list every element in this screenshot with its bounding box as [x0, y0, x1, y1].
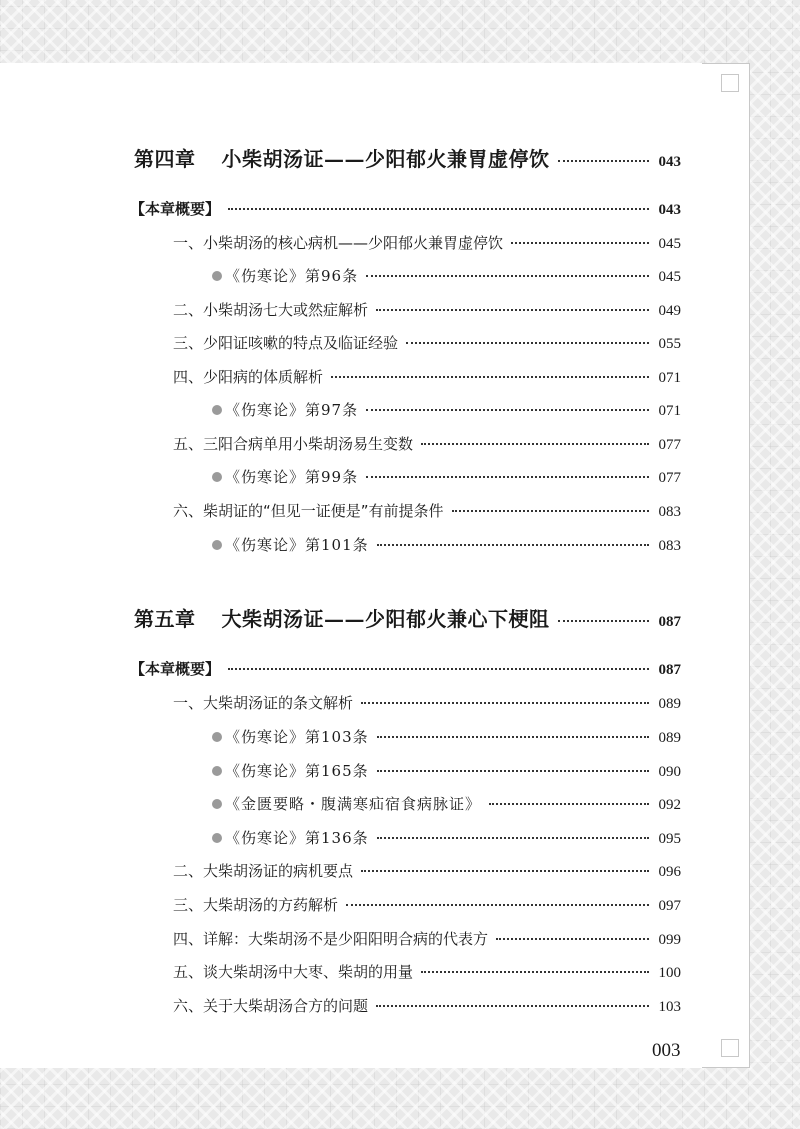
leader-dots: [361, 870, 648, 872]
page-number: 055: [658, 336, 681, 352]
entry-label: 四、少阳病的体质解析: [173, 368, 324, 386]
entry-label: 三、少阳证咳嗽的特点及临证经验: [173, 334, 399, 352]
toc-section-entry[interactable]: [173, 500, 681, 521]
toc-clause-entry[interactable]: [212, 726, 681, 747]
toc-section-entry[interactable]: [173, 692, 681, 713]
page-number: 087: [658, 662, 681, 678]
bullet-icon: [212, 540, 222, 550]
leader-dots: [377, 837, 649, 839]
toc-clause-entry[interactable]: [212, 265, 681, 286]
bullet-icon: [212, 472, 222, 482]
toc-section-entry[interactable]: [173, 433, 681, 454]
entry-label: 《伤寒论》第97条: [225, 401, 359, 419]
page-number: 083: [658, 538, 681, 554]
entry-label: 《伤寒论》第101条: [225, 536, 369, 554]
page-number: 045: [658, 236, 681, 252]
leader-dots: [421, 443, 648, 445]
page-number: 043: [658, 154, 681, 170]
entry-label: 六、柴胡证的“但见一证便是”有前提条件: [173, 502, 444, 520]
bullet-icon: [212, 833, 222, 843]
leader-dots: [376, 1005, 648, 1007]
page-number: 099: [658, 932, 681, 948]
page-number: 043: [658, 202, 681, 218]
bullet-icon: [212, 766, 222, 776]
leader-dots: [228, 208, 648, 210]
entry-label: 一、大柴胡汤证的条文解析: [173, 694, 354, 712]
page-number: 100: [658, 965, 681, 981]
leader-dots: [489, 803, 648, 805]
leader-dots: [496, 938, 648, 940]
toc-clause-entry[interactable]: [212, 534, 681, 555]
toc-clause-entry[interactable]: [212, 793, 681, 814]
leader-dots: [361, 702, 648, 704]
page-number: 090: [658, 764, 681, 780]
entry-label: 二、小柴胡汤七大或然症解析: [173, 301, 369, 319]
toc-section-entry[interactable]: [173, 860, 681, 881]
leader-dots: [366, 476, 648, 478]
entry-label: 五、谈大柴胡汤中大枣、柴胡的用量: [173, 963, 414, 981]
page-number: 049: [658, 303, 681, 319]
leader-dots: [406, 342, 648, 344]
toc-summary-entry[interactable]: [130, 198, 681, 219]
page-number: 103: [658, 999, 681, 1015]
page-number: 083: [658, 504, 681, 520]
toc-section-entry[interactable]: [173, 366, 681, 387]
toc-section-entry[interactable]: [173, 232, 681, 253]
leader-dots: [377, 736, 649, 738]
page-number: 077: [658, 470, 681, 486]
bullet-icon: [212, 799, 222, 809]
leader-dots: [452, 510, 649, 512]
toc-clause-entry[interactable]: [212, 399, 681, 420]
page-number: 071: [658, 403, 681, 419]
toc-chapter-heading[interactable]: [134, 143, 681, 172]
leader-dots: [558, 160, 649, 162]
leader-dots: [331, 376, 648, 378]
toc-chapter-heading[interactable]: [134, 603, 681, 632]
entry-label: 【本章概要】: [130, 660, 221, 678]
leader-dots: [366, 275, 648, 277]
page-number: 092: [658, 797, 681, 813]
entry-label: 一、小柴胡汤的核心病机——少阳郁火兼胃虚停饮: [173, 234, 504, 252]
bullet-icon: [212, 732, 222, 742]
toc-section-entry[interactable]: [173, 332, 681, 353]
entry-label: 《伤寒论》第165条: [225, 762, 369, 780]
entry-label: 四、详解：大柴胡汤不是少阳阳明合病的代表方: [173, 930, 489, 948]
toc-section-entry[interactable]: [173, 961, 681, 982]
leader-dots: [376, 309, 648, 311]
bullet-icon: [212, 405, 222, 415]
toc-section-entry[interactable]: [173, 299, 681, 320]
leader-dots: [346, 904, 648, 906]
leader-dots: [421, 971, 648, 973]
corner-ornament-top: [702, 63, 750, 111]
entry-label: 六、关于大柴胡汤合方的问题: [173, 997, 369, 1015]
page-number: 089: [658, 696, 681, 712]
toc-clause-entry[interactable]: [212, 827, 681, 848]
chapter-number: 第四章: [134, 147, 196, 171]
toc-section-entry[interactable]: [173, 928, 681, 949]
bullet-icon: [212, 271, 222, 281]
entry-label: 三、大柴胡汤的方药解析: [173, 896, 339, 914]
entry-label: 二、大柴胡汤证的病机要点: [173, 862, 354, 880]
page-number: 045: [658, 269, 681, 285]
leader-dots: [228, 668, 648, 670]
toc-clause-entry[interactable]: [212, 760, 681, 781]
chapter-number: 第五章: [134, 607, 196, 631]
page-number: 087: [658, 614, 681, 630]
entry-label: 《伤寒论》第103条: [225, 728, 369, 746]
chapter-title: 大柴胡汤证——少阳郁火兼心下梗阻: [221, 607, 550, 631]
leader-dots: [366, 409, 648, 411]
leader-dots: [511, 242, 648, 244]
folio-page-number: 003: [652, 1040, 681, 1061]
entry-label: 《伤寒论》第99条: [225, 468, 359, 486]
chapter-title: 小柴胡汤证——少阳郁火兼胃虚停饮: [221, 147, 550, 171]
toc-section-entry[interactable]: [173, 995, 681, 1016]
toc-summary-entry[interactable]: [130, 658, 681, 679]
leader-dots: [377, 770, 649, 772]
page-number: 097: [658, 898, 681, 914]
page-number: 077: [658, 437, 681, 453]
leader-dots: [558, 620, 649, 622]
entry-label: 《伤寒论》第96条: [225, 267, 359, 285]
entry-label: 《伤寒论》第136条: [225, 829, 369, 847]
entry-label: 《金匮要略・腹满寒疝宿食病脉证》: [225, 795, 482, 813]
toc-section-entry[interactable]: [173, 894, 681, 915]
leader-dots: [377, 544, 649, 546]
entry-label: 【本章概要】: [130, 200, 221, 218]
page-number: 071: [658, 370, 681, 386]
page-number: 089: [658, 730, 681, 746]
page-number: 095: [658, 831, 681, 847]
entry-label: 五、三阳合病单用小柴胡汤易生变数: [173, 435, 414, 453]
corner-ornament-bottom: [702, 1020, 750, 1068]
page-number: 096: [658, 864, 681, 880]
toc-clause-entry[interactable]: [212, 466, 681, 487]
